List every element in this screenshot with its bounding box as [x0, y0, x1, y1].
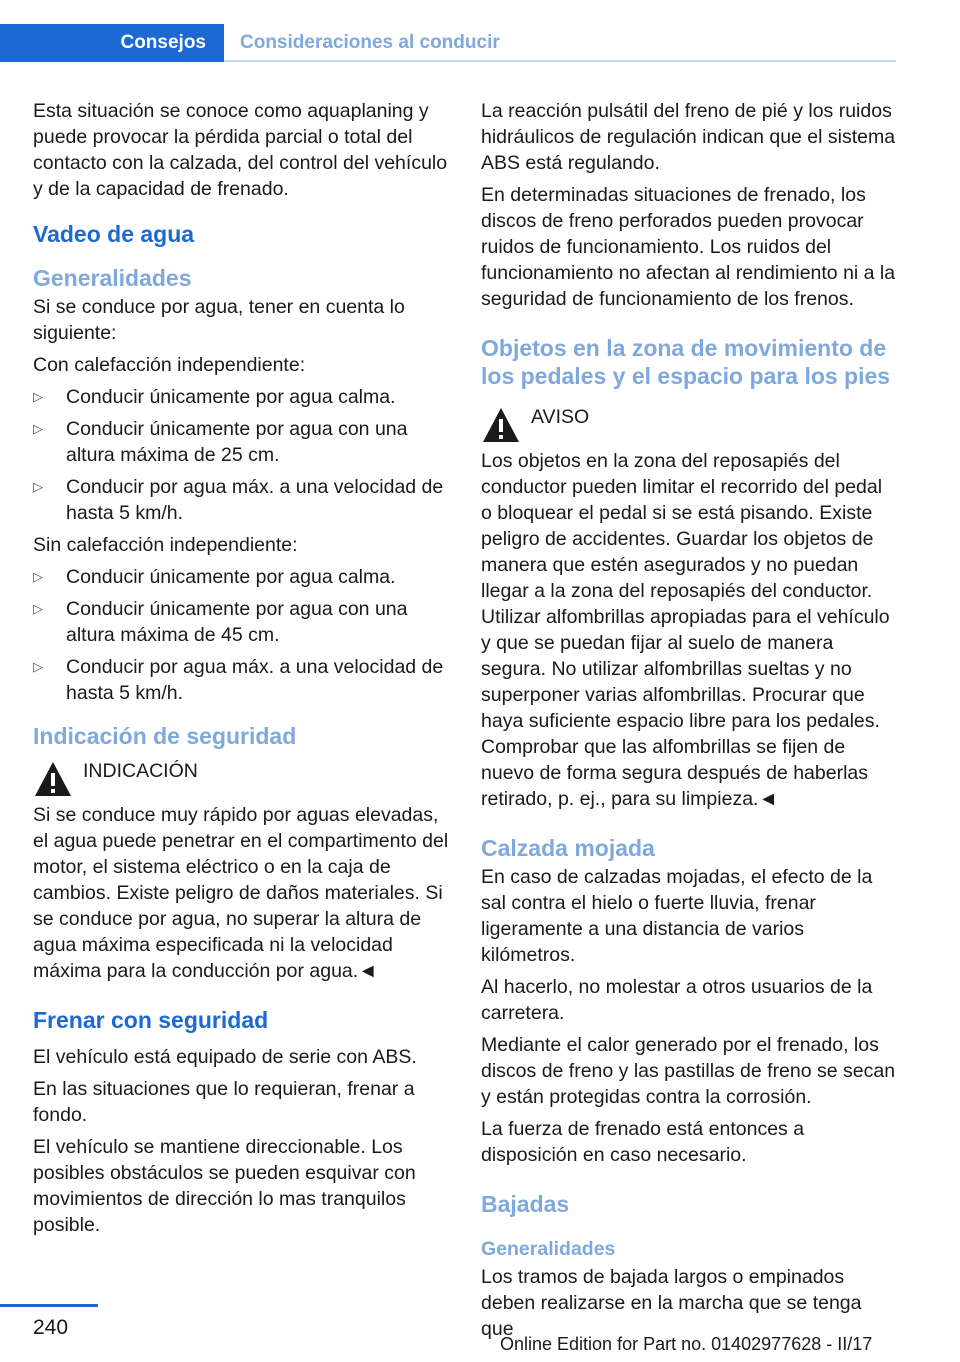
footer-divider [0, 1304, 98, 1307]
warning-triangle-icon [33, 760, 73, 798]
list-item-text: Conducir únicamente por agua con una altura máxima de 45 cm. [66, 598, 408, 646]
list-item-text: Conducir únicamente por agua con una altura máxima de 25 cm. [66, 418, 408, 466]
list-item [33, 474, 451, 526]
page-header [0, 0, 960, 64]
paragraph-direccionable: El vehículo se mantiene direccionable. Los posibles obstáculos se pueden esquivar con movimientos de dirección lo mas tranquilos posible. [33, 1136, 416, 1236]
list-item [33, 416, 451, 468]
paragraph-reaccion: La reacción pulsátil del freno de pié y los ruidos hidráulicos de regulación indican que el sistema ABS está regulando. [481, 100, 896, 174]
paragraph-bajadas: Los tramos de bajada largos o empinados deben realizarse en la marcha que se tenga que [481, 1266, 862, 1340]
heading-indicacion: Indicación de seguridad [33, 723, 297, 749]
paragraph-calzada-1: En caso de calzadas mojadas, el efecto de la sal contra el hielo o fuerte lluvia, frenar ligeramente a una distancia de varios kilómetros. [481, 866, 873, 966]
section-tab: Consejos [0, 24, 224, 62]
paragraph-con-calefaccion: Con calefacción independiente: [33, 354, 306, 376]
list-item [33, 564, 451, 590]
heading-frenar: Frenar con seguridad [33, 1007, 269, 1033]
triangle-bullet-icon: ▷ [33, 389, 43, 404]
list-item-text: Conducir por agua máx. a una velocidad de hasta 5 km/h. [66, 656, 444, 704]
paragraph-calzada-4: La fuerza de frenado está entonces a disposición en caso necesario. [481, 1118, 805, 1166]
list-item [33, 384, 451, 410]
chapter-tab: Consideraciones al conducir [240, 32, 500, 53]
paragraph-fondo: En las situaciones que lo requieran, frenar a fondo. [33, 1078, 415, 1126]
warning-triangle-icon [481, 406, 521, 444]
right-column [481, 98, 897, 1348]
warning-text: Los objetos en la zona del reposapiés del conductor pueden limitar el recorrido del pedal o bloquear el pedal si se está pisando. Existe peligro de accidentes. Guardar los objetos de manera que estén asegurados y no puedan llegar a la zona del reposapiés del conductor. Utilizar alfombrillas apropiadas para el vehículo y que se puedan fijar al suelo de manera segura. No utilizar alfombrillas sueltas y no superponer varias alfombrillas. Procurar que haya suficiente espacio libre para los pedales. Comprobar que las alfombrillas se fijen de nuevo de forma segura después de haberlas retirado, p. ej., para su limpieza.◄ [481, 450, 890, 810]
heading-calzada: Calzada mojada [481, 835, 655, 861]
triangle-bullet-icon: ▷ [33, 659, 43, 674]
list-item [33, 596, 451, 648]
heading-bajadas: Bajadas [481, 1191, 570, 1217]
list-item-text: Conducir únicamente por agua calma. [66, 566, 396, 588]
notice-label: INDICACIÓN [83, 760, 198, 782]
paragraph-sin-calefaccion: Sin calefacción independiente: [33, 534, 298, 556]
heading-generalidades: Generalidades [33, 265, 192, 291]
paragraph-conduce: Si se conduce por agua, tener en cuenta lo siguiente: [33, 296, 405, 344]
left-column [33, 98, 451, 1244]
triangle-bullet-icon: ▷ [33, 421, 43, 436]
list-item-text: Conducir únicamente por agua calma. [66, 386, 396, 408]
edition-label: Online Edition for Part no. 01402977628 - II/17 [500, 1334, 873, 1354]
heading-vadeo: Vadeo de agua [33, 221, 195, 247]
list-con-calefaccion [33, 384, 451, 526]
warning-label: AVISO [531, 406, 590, 428]
intro-paragraph: Esta situación se conoce como aquaplaning y puede provocar la pérdida parcial o total del contacto con la calzada, del control del vehículo y de la capacidad de frenado. [33, 100, 448, 200]
paragraph-discos: En determinadas situaciones de frenado, los discos de freno perforados pueden provocar ruidos de funcionamiento. Los ruidos del funcionamiento no afectan al rendimiento ni a la seguridad de funcionamiento de los frenos. [481, 184, 896, 310]
list-item-text: Conducir por agua máx. a una velocidad de hasta 5 km/h. [66, 476, 444, 524]
triangle-bullet-icon: ▷ [33, 601, 43, 616]
notice-text: Si se conduce muy rápido por aguas elevadas, el agua puede penetrar en el compartimento del motor, el sistema eléctrico o en la caja de cambios. Existe peligro de daños materiales. Si se conduce por agua, no superar la altura de agua máxima especificada ni la velocidad máxima para la conducción por agua.◄ [33, 804, 449, 982]
triangle-bullet-icon: ▷ [33, 569, 43, 584]
heading-generalidades-2: Generalidades [481, 1238, 616, 1260]
paragraph-calzada-2: Al hacerlo, no molestar a otros usuarios de la carretera. [481, 976, 873, 1024]
notice-block [33, 758, 451, 984]
list-sin-calefaccion [33, 564, 451, 706]
header-divider [224, 60, 896, 62]
paragraph-calzada-3: Mediante el calor generado por el frenado, los discos de freno y las pastillas de freno se secan y están protegidas contra la corrosión. [481, 1034, 896, 1108]
heading-objetos: Objetos en la zona de movimiento de los pedales y el espacio para los pies [481, 335, 891, 389]
warning-block [481, 404, 897, 812]
triangle-bullet-icon: ▷ [33, 479, 43, 494]
paragraph-abs: El vehículo está equipado de serie con ABS. [33, 1046, 417, 1068]
page-number: 240 [33, 1316, 69, 1339]
list-item [33, 654, 451, 706]
